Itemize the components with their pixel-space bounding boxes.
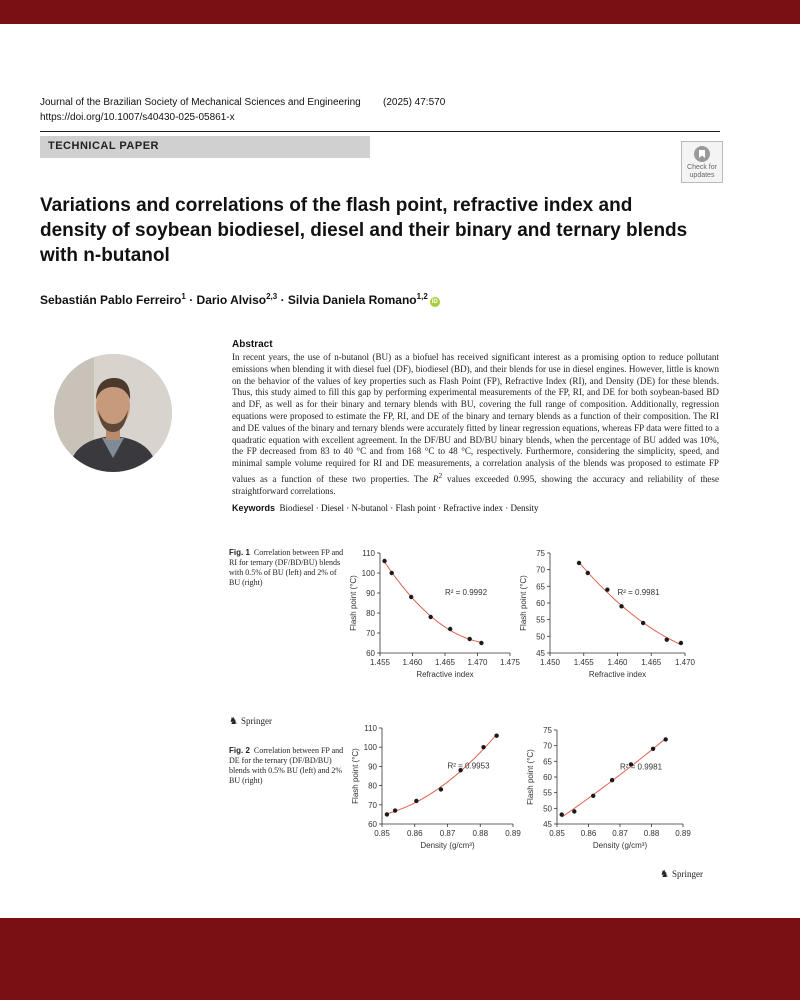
x-tick-label: 1.470 xyxy=(467,658,488,667)
data-point xyxy=(409,595,413,599)
springer-label: Springer xyxy=(240,716,272,726)
figure-1-left-chart xyxy=(345,545,520,695)
x-tick-label: 0.85 xyxy=(549,829,565,838)
article-type: TECHNICAL PAPER xyxy=(48,140,159,152)
y-tick-label: 60 xyxy=(543,773,552,782)
figure-1-caption xyxy=(229,548,344,588)
x-axis-label: Refractive index xyxy=(416,670,474,679)
y-tick-label: 65 xyxy=(536,582,545,592)
keywords-list: Biodiesel · Diesel · N-butanol · Flash point · Refractive index · Density xyxy=(279,503,539,513)
x-tick-label: 0.87 xyxy=(612,829,628,838)
author-affiliation: 1,2 xyxy=(416,292,428,301)
y-tick-label: 70 xyxy=(543,741,552,751)
y-tick-label: 55 xyxy=(543,788,552,798)
data-point xyxy=(610,778,614,782)
y-tick-label: 100 xyxy=(361,569,375,578)
data-point xyxy=(665,637,669,641)
y-axis-label: Flash point (°C) xyxy=(519,575,528,631)
data-point xyxy=(679,641,683,645)
x-tick-label: 1.460 xyxy=(402,658,423,667)
x-tick-label: 0.85 xyxy=(374,829,390,838)
y-tick-label: 50 xyxy=(536,632,545,642)
r-squared-annotation: R² = 0.9981 xyxy=(617,588,660,597)
y-tick-label: 70 xyxy=(368,800,377,810)
journal-name: Journal of the Brazilian Society of Mechanical Sciences and Engineering xyxy=(40,97,361,108)
data-point xyxy=(382,559,386,563)
data-point xyxy=(586,571,590,575)
journal-header xyxy=(40,95,446,125)
data-point xyxy=(572,809,576,813)
data-point xyxy=(663,737,667,741)
figure-2-caption xyxy=(229,746,344,786)
x-axis-label: Density (g/cm³) xyxy=(592,841,648,850)
abstract-body-end: values exceeded 0.995, showing the accuracy and reliability of these straightforward correlations. xyxy=(232,474,720,496)
abstract-heading: Abstract xyxy=(232,339,273,350)
springer-logo xyxy=(660,869,703,880)
y-axis-label: Flash point (°C) xyxy=(526,749,535,805)
r2-symbol: R xyxy=(432,474,439,484)
data-point xyxy=(390,571,394,575)
data-point xyxy=(429,615,433,619)
author-affiliation: 2,3 xyxy=(266,292,278,301)
y-tick-label: 100 xyxy=(363,743,377,753)
y-tick-label: 60 xyxy=(366,649,375,658)
x-tick-label: 0.87 xyxy=(439,829,456,838)
data-point xyxy=(479,641,483,645)
x-tick-label: 0.86 xyxy=(580,829,597,838)
x-axis-label: Density (g/cm³) xyxy=(420,841,475,850)
fit-curve xyxy=(562,739,666,818)
journal-citation: (2025) 47:570 xyxy=(383,97,446,108)
figure-2-right-chart xyxy=(520,720,695,860)
data-point xyxy=(577,561,581,565)
x-tick-label: 1.465 xyxy=(434,658,456,667)
header-rule xyxy=(40,131,720,132)
x-tick-label: 1.460 xyxy=(607,658,628,667)
y-tick-label: 70 xyxy=(366,629,375,638)
check-updates-icon xyxy=(693,145,711,163)
data-point xyxy=(439,787,443,791)
author-name[interactable]: Sebastián Pablo Ferreiro xyxy=(40,293,182,307)
data-point xyxy=(448,627,452,631)
author-separator: · xyxy=(280,293,285,307)
x-tick-label: 1.465 xyxy=(641,658,662,667)
data-point xyxy=(591,794,595,798)
y-tick-label: 70 xyxy=(536,565,545,575)
data-point xyxy=(560,812,564,816)
keywords xyxy=(232,503,538,513)
figure-2-label: Fig. 2 xyxy=(229,746,250,755)
r2-superscript: 2 xyxy=(438,470,443,480)
bottom-banner xyxy=(0,918,800,1000)
data-point xyxy=(481,745,485,749)
y-tick-label: 55 xyxy=(536,615,545,625)
doi-link[interactable]: https://doi.org/10.1007/s40430-025-05861-x xyxy=(40,112,235,123)
y-tick-label: 75 xyxy=(543,726,552,735)
figure-2-caption-text: Correlation between FP and DE for the ternary (DF/BD/BU) blends with 0.5% BU (left) and 2% BU (right) xyxy=(229,746,344,785)
x-tick-label: 1.455 xyxy=(369,658,391,667)
article-type-banner xyxy=(40,136,370,158)
springer-horse-icon: ♞ xyxy=(229,716,238,727)
springer-label: Springer xyxy=(671,869,703,879)
x-tick-label: 0.89 xyxy=(675,829,691,838)
figure-1-right-chart xyxy=(515,545,695,695)
y-tick-label: 60 xyxy=(536,599,545,608)
check-for-updates-button[interactable] xyxy=(681,141,723,183)
y-tick-label: 110 xyxy=(364,724,377,733)
y-tick-label: 90 xyxy=(366,589,375,598)
figure-1-label: Fig. 1 xyxy=(229,548,250,557)
data-point xyxy=(605,587,609,591)
data-point xyxy=(468,637,472,641)
abstract-body: In recent years, the use of n-butanol (BU) as a biofuel has received significant interest as a promising option to reduce pollutant emissions when blending it with diesel fuel (DF), biodiesel (BD), and their blends for use in diesel engines. However, little is known on the behavior of the values of key properties such as Flash Point (FP), Refractive Index (RI), and Density (DE) for these blends. Thus, this study aimed to fill this gap by performing experimental measurements of the FP, RI, and DE for both soybean-based BD and DF, as well as for their binary and ternary blends with BU, covering the full range of composition. Additionally, regression equations were proposed to estimate the FP, RI, and DE of the binary and ternary blends as a function of their composition. The RI and DE values of the binary and ternary blends were accurately fitted by linear regression equations, whereas FP data were fitted to a quadratic equation with excellent agreement. In the DF/BU and BD/BU binary blends, when the percentage of BU added was 10%, the FP decreased from 83 to 40 °C and from 168 °C to 48 °C, respectively. Furthermore, considering the simplicity, speed, and minimal sample volume required for RI and DE measurements, a correlation analysis of the blends was proposed to estimate FP values as a function of these two properties. The xyxy=(232,352,719,484)
orcid-icon[interactable]: iD xyxy=(431,299,438,305)
y-axis-label: Flash point (°C) xyxy=(349,575,358,631)
data-point xyxy=(393,808,397,812)
y-tick-label: 110 xyxy=(362,549,375,558)
check-updates-label: Check for updates xyxy=(687,164,717,179)
data-point xyxy=(641,621,645,625)
data-point xyxy=(619,604,623,608)
y-tick-label: 45 xyxy=(543,820,552,829)
y-tick-label: 80 xyxy=(366,609,375,618)
figure-1-caption-text: Correlation between FP and RI for ternary (DF/BD/BU) blends with 0.5% of BU (left) and 2% of BU (right) xyxy=(229,548,344,587)
data-point xyxy=(494,733,498,737)
y-tick-label: 50 xyxy=(543,804,552,814)
data-point xyxy=(651,747,655,751)
y-tick-label: 60 xyxy=(368,820,377,829)
fit-curve xyxy=(579,562,681,644)
author-list xyxy=(40,292,440,307)
author-name[interactable]: Silvia Daniela Romano xyxy=(287,293,417,307)
x-tick-label: 0.89 xyxy=(505,829,521,838)
x-tick-label: 0.86 xyxy=(406,829,423,838)
x-tick-label: 1.470 xyxy=(674,658,696,667)
keywords-label: Keywords xyxy=(232,503,276,513)
author-name[interactable]: Dario Alviso xyxy=(196,293,267,307)
springer-logo xyxy=(229,716,272,727)
r-squared-annotation: R² = 0.9992 xyxy=(445,588,488,597)
x-tick-label: 1.450 xyxy=(539,658,561,667)
top-banner xyxy=(0,0,800,24)
y-tick-label: 65 xyxy=(543,757,552,767)
y-axis-label: Flash point (°C) xyxy=(351,748,360,804)
x-tick-label: 1.475 xyxy=(499,658,521,667)
x-tick-label: 1.455 xyxy=(573,658,594,667)
y-tick-label: 75 xyxy=(536,549,545,558)
y-tick-label: 90 xyxy=(368,762,377,772)
r-squared-annotation: R² = 0.9981 xyxy=(620,762,663,772)
fit-curve xyxy=(385,562,482,642)
y-tick-label: 45 xyxy=(536,649,545,658)
author-separator: · xyxy=(189,293,194,307)
figure-2-left-chart xyxy=(345,720,525,860)
data-point xyxy=(414,799,418,803)
abstract-text xyxy=(232,352,719,498)
x-tick-label: 0.88 xyxy=(472,829,489,838)
y-tick-label: 80 xyxy=(368,781,377,791)
fit-curve xyxy=(387,734,497,813)
author-photo xyxy=(54,354,172,472)
data-point xyxy=(385,812,389,816)
paper-title: Variations and correlations of the flash point, refractive index and density of soybean biodiesel, diesel and their binary and ternary blends with n-butanol xyxy=(40,195,688,266)
springer-horse-icon: ♞ xyxy=(660,869,669,880)
author-affiliation: 1 xyxy=(181,292,186,301)
x-axis-label: Refractive index xyxy=(588,670,647,679)
r-squared-annotation: R² = 0.9953 xyxy=(447,761,490,771)
x-tick-label: 0.88 xyxy=(643,829,660,838)
